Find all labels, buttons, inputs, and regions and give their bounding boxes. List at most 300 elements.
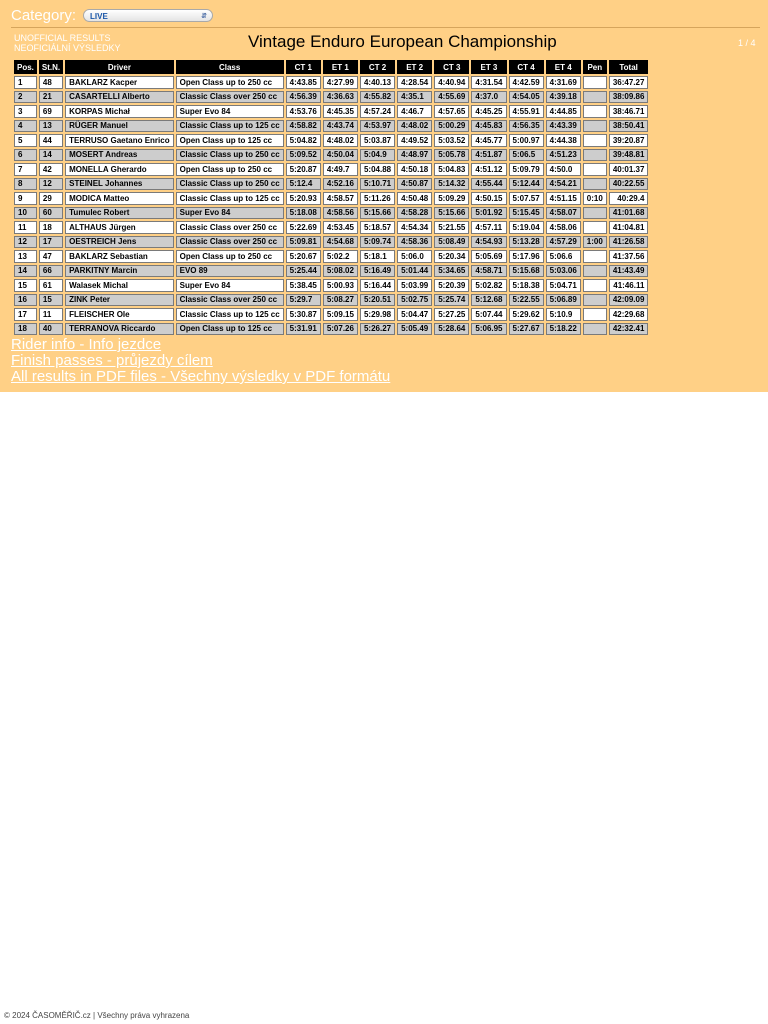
cell-ct4: 5:00.97 — [509, 134, 544, 147]
cell-et1: 4:58.57 — [323, 192, 358, 205]
cell-et4: 4:58.07 — [546, 207, 581, 220]
cell-driver: Tumulec Robert — [65, 207, 173, 220]
cell-ct2: 5:29.98 — [360, 308, 395, 321]
cell-total: 42:09.09 — [609, 294, 649, 307]
cell-ct1: 4:58.82 — [286, 120, 321, 133]
cell-ct4: 4:55.91 — [509, 105, 544, 118]
finish-passes-link[interactable]: Finish passes - průjezdy cílem — [11, 352, 213, 369]
cell-stn: 48 — [39, 76, 63, 89]
cell-pen — [583, 323, 607, 336]
column-header-driver: Driver — [65, 60, 173, 74]
cell-ct1: 5:12.4 — [286, 178, 321, 191]
cell-et2: 5:02.75 — [397, 294, 432, 307]
cell-pen: 0:10 — [583, 192, 607, 205]
cell-et1: 5:09.15 — [323, 308, 358, 321]
cell-pos: 7 — [14, 163, 37, 176]
cell-et3: 4:37.0 — [471, 91, 506, 104]
cell-total: 39:48.81 — [609, 149, 649, 162]
cell-et3: 5:05.69 — [471, 250, 506, 263]
cell-stn: 47 — [39, 250, 63, 263]
cell-class: Classic Class up to 125 cc — [176, 308, 284, 321]
cell-et1: 4:45.35 — [323, 105, 358, 118]
cell-stn: 13 — [39, 120, 63, 133]
page-indicator: 1 / 4 — [738, 38, 756, 48]
cell-ct1: 5:25.44 — [286, 265, 321, 278]
links-section — [11, 337, 390, 385]
cell-ct2: 5:04.9 — [360, 149, 395, 162]
table-row — [14, 236, 648, 249]
cell-driver: CASARTELLI Alberto — [65, 91, 173, 104]
cell-et1: 4:27.99 — [323, 76, 358, 89]
cell-et3: 4:55.44 — [471, 178, 506, 191]
cell-ct2: 5:20.51 — [360, 294, 395, 307]
cell-stn: 40 — [39, 323, 63, 336]
cell-et4: 4:57.29 — [546, 236, 581, 249]
table-row — [14, 192, 648, 205]
cell-pen — [583, 250, 607, 263]
cell-et3: 4:45.25 — [471, 105, 506, 118]
cell-total: 40:29.4 — [609, 192, 649, 205]
cell-class: Classic Class over 250 cc — [176, 91, 284, 104]
cell-ct2: 5:10.71 — [360, 178, 395, 191]
cell-driver: TERRUSO Gaetano Enrico — [65, 134, 173, 147]
cell-et4: 5:06.6 — [546, 250, 581, 263]
cell-et4: 4:44.85 — [546, 105, 581, 118]
cell-ct1: 5:22.69 — [286, 221, 321, 234]
column-header-stn: St.N. — [39, 60, 63, 74]
unofficial-text-en: UNOFFICIAL RESULTS — [14, 33, 111, 43]
cell-et1: 5:02.2 — [323, 250, 358, 263]
cell-ct4: 5:15.45 — [509, 207, 544, 220]
cell-driver: ALTHAUS Jürgen — [65, 221, 173, 234]
cell-et2: 4:50.87 — [397, 178, 432, 191]
cell-et3: 4:45.83 — [471, 120, 506, 133]
cell-ct2: 5:18.57 — [360, 221, 395, 234]
cell-et1: 4:49.7 — [323, 163, 358, 176]
column-header-total: Total — [609, 60, 649, 74]
column-header-ct3: CT 3 — [434, 60, 469, 74]
cell-et1: 4:52.16 — [323, 178, 358, 191]
cell-et2: 4:58.36 — [397, 236, 432, 249]
cell-ct3: 5:20.34 — [434, 250, 469, 263]
cell-driver: BAKLARZ Kacper — [65, 76, 173, 89]
cell-ct3: 5:25.74 — [434, 294, 469, 307]
cell-class: Super Evo 84 — [176, 207, 284, 220]
cell-ct2: 4:53.97 — [360, 120, 395, 133]
cell-driver: TERRANOVA Riccardo — [65, 323, 173, 336]
cell-stn: 18 — [39, 221, 63, 234]
cell-ct4: 5:18.38 — [509, 279, 544, 292]
cell-ct4: 5:27.67 — [509, 323, 544, 336]
cell-ct2: 5:26.27 — [360, 323, 395, 336]
cell-pen — [583, 163, 607, 176]
cell-ct1: 5:09.81 — [286, 236, 321, 249]
cell-total: 38:09.86 — [609, 91, 649, 104]
cell-et1: 4:53.45 — [323, 221, 358, 234]
column-header-et2: ET 2 — [397, 60, 432, 74]
cell-et3: 5:12.68 — [471, 294, 506, 307]
footer-copyright: © 2024 ČASOMĚŘIČ.cz | Všechny práva vyhrazena — [4, 1011, 190, 1020]
cell-et2: 5:04.47 — [397, 308, 432, 321]
cell-class: Classic Class over 250 cc — [176, 236, 284, 249]
cell-total: 42:32.41 — [609, 323, 649, 336]
table-row — [14, 149, 648, 162]
table-header-row — [14, 60, 648, 74]
cell-ct2: 5:18.1 — [360, 250, 395, 263]
cell-pos: 10 — [14, 207, 37, 220]
cell-et2: 5:03.99 — [397, 279, 432, 292]
cell-pos: 6 — [14, 149, 37, 162]
cell-driver: OESTREICH Jens — [65, 236, 173, 249]
cell-ct4: 4:56.35 — [509, 120, 544, 133]
cell-ct1: 5:30.87 — [286, 308, 321, 321]
cell-ct4: 4:42.59 — [509, 76, 544, 89]
cell-pen — [583, 91, 607, 104]
cell-et4: 5:03.06 — [546, 265, 581, 278]
cell-total: 42:29.68 — [609, 308, 649, 321]
table-row — [14, 308, 648, 321]
cell-ct4: 5:17.96 — [509, 250, 544, 263]
cell-et3: 5:02.82 — [471, 279, 506, 292]
category-select-value: LIVE — [90, 11, 108, 21]
cell-stn: 21 — [39, 91, 63, 104]
cell-total: 41:37.56 — [609, 250, 649, 263]
cell-class: Super Evo 84 — [176, 105, 284, 118]
cell-et1: 5:00.93 — [323, 279, 358, 292]
column-header-et3: ET 3 — [471, 60, 506, 74]
cell-et3: 4:31.54 — [471, 76, 506, 89]
cell-driver: PARKITNY Marcin — [65, 265, 173, 278]
cell-class: Super Evo 84 — [176, 279, 284, 292]
cell-ct4: 5:19.04 — [509, 221, 544, 234]
cell-total: 38:46.71 — [609, 105, 649, 118]
cell-ct3: 5:00.29 — [434, 120, 469, 133]
cell-et3: 4:57.11 — [471, 221, 506, 234]
cell-pos: 5 — [14, 134, 37, 147]
table-row — [14, 134, 648, 147]
cell-pos: 14 — [14, 265, 37, 278]
cell-stn: 11 — [39, 308, 63, 321]
cell-total: 41:01.68 — [609, 207, 649, 220]
cell-pen — [583, 294, 607, 307]
cell-pos: 1 — [14, 76, 37, 89]
cell-ct2: 5:09.74 — [360, 236, 395, 249]
cell-pos: 8 — [14, 178, 37, 191]
cell-et2: 4:58.28 — [397, 207, 432, 220]
cell-pen — [583, 120, 607, 133]
cell-et3: 4:54.93 — [471, 236, 506, 249]
cell-ct1: 5:20.93 — [286, 192, 321, 205]
cell-ct1: 5:38.45 — [286, 279, 321, 292]
cell-ct4: 5:13.28 — [509, 236, 544, 249]
cell-ct2: 5:15.66 — [360, 207, 395, 220]
cell-et4: 4:51.23 — [546, 149, 581, 162]
unofficial-notice — [14, 33, 121, 53]
cell-pos: 4 — [14, 120, 37, 133]
cell-driver: FLEISCHER Ole — [65, 308, 173, 321]
cell-et4: 5:06.89 — [546, 294, 581, 307]
cell-stn: 69 — [39, 105, 63, 118]
cell-ct4: 4:54.05 — [509, 91, 544, 104]
table-body — [14, 76, 648, 335]
cell-et4: 4:58.06 — [546, 221, 581, 234]
pdf-results-link[interactable]: All results in PDF files - Všechny výsledky v PDF formátu — [11, 368, 391, 385]
cell-ct3: 5:34.65 — [434, 265, 469, 278]
cell-ct4: 5:06.5 — [509, 149, 544, 162]
cell-ct3: 5:28.64 — [434, 323, 469, 336]
cell-et2: 4:35.1 — [397, 91, 432, 104]
cell-total: 41:43.49 — [609, 265, 649, 278]
cell-ct1: 5:20.87 — [286, 163, 321, 176]
column-header-pen: Pen — [583, 60, 607, 74]
cell-ct3: 4:57.65 — [434, 105, 469, 118]
cell-ct4: 5:15.68 — [509, 265, 544, 278]
cell-et4: 4:31.69 — [546, 76, 581, 89]
cell-et2: 4:54.34 — [397, 221, 432, 234]
category-row — [11, 4, 213, 26]
table-row — [14, 76, 648, 89]
cell-class: Open Class up to 250 cc — [176, 250, 284, 263]
cell-et3: 4:58.71 — [471, 265, 506, 278]
cell-et1: 5:07.26 — [323, 323, 358, 336]
cell-ct2: 5:11.26 — [360, 192, 395, 205]
cell-total: 40:01.37 — [609, 163, 649, 176]
table-row — [14, 207, 648, 220]
cell-et1: 4:48.02 — [323, 134, 358, 147]
cell-et1: 4:54.68 — [323, 236, 358, 249]
cell-driver: STEINEL Johannes — [65, 178, 173, 191]
cell-ct3: 4:55.69 — [434, 91, 469, 104]
cell-pos: 9 — [14, 192, 37, 205]
cell-pen — [583, 76, 607, 89]
cell-driver: RÜGER Manuel — [65, 120, 173, 133]
cell-total: 40:22.55 — [609, 178, 649, 191]
cell-pos: 15 — [14, 279, 37, 292]
cell-total: 39:20.87 — [609, 134, 649, 147]
cell-pen: 1:00 — [583, 236, 607, 249]
results-header-panel — [0, 0, 768, 392]
column-header-ct1: CT 1 — [286, 60, 321, 74]
table-row — [14, 279, 648, 292]
cell-ct3: 5:21.55 — [434, 221, 469, 234]
cell-class: Open Class up to 125 cc — [176, 134, 284, 147]
column-header-pos: Pos. — [14, 60, 37, 74]
cell-driver: KORPAS Michał — [65, 105, 173, 118]
cell-pos: 13 — [14, 250, 37, 263]
cell-ct2: 5:03.87 — [360, 134, 395, 147]
cell-ct3: 5:20.39 — [434, 279, 469, 292]
category-select[interactable] — [83, 9, 213, 22]
cell-stn: 12 — [39, 178, 63, 191]
cell-ct3: 5:03.52 — [434, 134, 469, 147]
cell-ct1: 5:20.67 — [286, 250, 321, 263]
cell-stn: 61 — [39, 279, 63, 292]
cell-class: Classic Class up to 250 cc — [176, 178, 284, 191]
cell-total: 41:04.81 — [609, 221, 649, 234]
cell-pos: 12 — [14, 236, 37, 249]
cell-class: EVO 89 — [176, 265, 284, 278]
cell-pen — [583, 178, 607, 191]
cell-et1: 4:43.74 — [323, 120, 358, 133]
cell-stn: 66 — [39, 265, 63, 278]
cell-stn: 42 — [39, 163, 63, 176]
table-row — [14, 105, 648, 118]
cell-pen — [583, 221, 607, 234]
cell-ct4: 5:09.79 — [509, 163, 544, 176]
cell-pos: 16 — [14, 294, 37, 307]
cell-driver: Walasek Michal — [65, 279, 173, 292]
cell-et4: 4:44.38 — [546, 134, 581, 147]
cell-pen — [583, 279, 607, 292]
cell-et4: 5:18.22 — [546, 323, 581, 336]
cell-et2: 4:48.02 — [397, 120, 432, 133]
chevron-updown-icon: ⇵ — [201, 12, 208, 20]
cell-ct1: 5:29.7 — [286, 294, 321, 307]
cell-class: Open Class up to 250 cc — [176, 163, 284, 176]
cell-et4: 5:04.71 — [546, 279, 581, 292]
cell-et3: 5:01.92 — [471, 207, 506, 220]
results-table — [12, 58, 650, 337]
cell-et2: 4:50.18 — [397, 163, 432, 176]
cell-et1: 4:58.56 — [323, 207, 358, 220]
cell-et4: 4:51.15 — [546, 192, 581, 205]
cell-driver: ZINK Peter — [65, 294, 173, 307]
table-row — [14, 265, 648, 278]
cell-driver: MONELLA Gherardo — [65, 163, 173, 176]
category-label: Category: — [11, 6, 77, 24]
cell-driver: BAKLARZ Sebastian — [65, 250, 173, 263]
cell-et2: 4:28.54 — [397, 76, 432, 89]
cell-pos: 17 — [14, 308, 37, 321]
cell-stn: 60 — [39, 207, 63, 220]
cell-et1: 5:08.02 — [323, 265, 358, 278]
header-divider — [11, 27, 760, 28]
page-title: Vintage Enduro European Championship — [248, 32, 557, 51]
cell-ct3: 5:08.49 — [434, 236, 469, 249]
cell-et2: 4:50.48 — [397, 192, 432, 205]
cell-ct4: 5:22.55 — [509, 294, 544, 307]
cell-pos: 3 — [14, 105, 37, 118]
cell-ct3: 5:15.66 — [434, 207, 469, 220]
cell-pos: 11 — [14, 221, 37, 234]
cell-pen — [583, 134, 607, 147]
cell-et2: 4:46.7 — [397, 105, 432, 118]
table-row — [14, 323, 648, 336]
cell-ct3: 5:14.32 — [434, 178, 469, 191]
cell-ct1: 5:31.91 — [286, 323, 321, 336]
cell-driver: MODICA Matteo — [65, 192, 173, 205]
cell-pos: 2 — [14, 91, 37, 104]
cell-stn: 29 — [39, 192, 63, 205]
cell-ct3: 5:04.83 — [434, 163, 469, 176]
cell-et2: 4:48.97 — [397, 149, 432, 162]
cell-pen — [583, 207, 607, 220]
cell-et3: 4:45.77 — [471, 134, 506, 147]
cell-total: 38:50.41 — [609, 120, 649, 133]
cell-stn: 17 — [39, 236, 63, 249]
cell-pen — [583, 149, 607, 162]
cell-class: Classic Class up to 250 cc — [176, 149, 284, 162]
cell-ct4: 5:07.57 — [509, 192, 544, 205]
table-row — [14, 91, 648, 104]
cell-class: Open Class up to 250 cc — [176, 76, 284, 89]
cell-pen — [583, 308, 607, 321]
cell-total: 41:26.58 — [609, 236, 649, 249]
cell-ct1: 4:43.85 — [286, 76, 321, 89]
cell-ct2: 4:40.13 — [360, 76, 395, 89]
cell-stn: 15 — [39, 294, 63, 307]
cell-pen — [583, 265, 607, 278]
cell-ct3: 5:05.78 — [434, 149, 469, 162]
cell-et4: 4:54.21 — [546, 178, 581, 191]
cell-stn: 14 — [39, 149, 63, 162]
cell-et4: 4:50.0 — [546, 163, 581, 176]
column-header-et1: ET 1 — [323, 60, 358, 74]
cell-et4: 4:39.18 — [546, 91, 581, 104]
cell-et3: 4:51.12 — [471, 163, 506, 176]
cell-stn: 44 — [39, 134, 63, 147]
cell-et2: 4:49.52 — [397, 134, 432, 147]
cell-pos: 18 — [14, 323, 37, 336]
cell-driver: MOSERT Andreas — [65, 149, 173, 162]
table-row — [14, 163, 648, 176]
cell-ct3: 4:40.94 — [434, 76, 469, 89]
table-row — [14, 178, 648, 191]
cell-et1: 4:50.04 — [323, 149, 358, 162]
cell-class: Classic Class over 250 cc — [176, 221, 284, 234]
cell-ct4: 5:12.44 — [509, 178, 544, 191]
table-row — [14, 120, 648, 133]
cell-ct1: 5:04.82 — [286, 134, 321, 147]
cell-et2: 5:06.0 — [397, 250, 432, 263]
cell-ct3: 5:09.29 — [434, 192, 469, 205]
cell-ct1: 5:18.08 — [286, 207, 321, 220]
cell-total: 41:46.11 — [609, 279, 649, 292]
cell-ct2: 4:55.82 — [360, 91, 395, 104]
cell-class: Classic Class up to 125 cc — [176, 192, 284, 205]
cell-et2: 5:01.44 — [397, 265, 432, 278]
cell-ct3: 5:27.25 — [434, 308, 469, 321]
table-row — [14, 250, 648, 263]
cell-ct2: 4:57.24 — [360, 105, 395, 118]
rider-info-link[interactable]: Rider info - Info jezdce — [11, 336, 162, 353]
cell-class: Classic Class up to 125 cc — [176, 120, 284, 133]
cell-ct2: 5:16.49 — [360, 265, 395, 278]
table-row — [14, 221, 648, 234]
cell-et1: 4:36.63 — [323, 91, 358, 104]
cell-total: 36:47.27 — [609, 76, 649, 89]
cell-et3: 5:06.95 — [471, 323, 506, 336]
cell-ct1: 4:56.39 — [286, 91, 321, 104]
column-header-class: Class — [176, 60, 284, 74]
cell-et2: 5:05.49 — [397, 323, 432, 336]
cell-ct2: 5:16.44 — [360, 279, 395, 292]
cell-ct1: 5:09.52 — [286, 149, 321, 162]
cell-et3: 4:51.87 — [471, 149, 506, 162]
column-header-ct4: CT 4 — [509, 60, 544, 74]
unofficial-text-cz: NEOFICIÁLNÍ VÝSLEDKY — [14, 43, 121, 53]
cell-ct2: 5:04.88 — [360, 163, 395, 176]
cell-ct1: 4:53.76 — [286, 105, 321, 118]
cell-et3: 4:50.15 — [471, 192, 506, 205]
cell-et1: 5:08.27 — [323, 294, 358, 307]
cell-et4: 5:10.9 — [546, 308, 581, 321]
cell-class: Classic Class over 250 cc — [176, 294, 284, 307]
cell-ct4: 5:29.62 — [509, 308, 544, 321]
cell-et4: 4:43.39 — [546, 120, 581, 133]
column-header-ct2: CT 2 — [360, 60, 395, 74]
cell-pen — [583, 105, 607, 118]
